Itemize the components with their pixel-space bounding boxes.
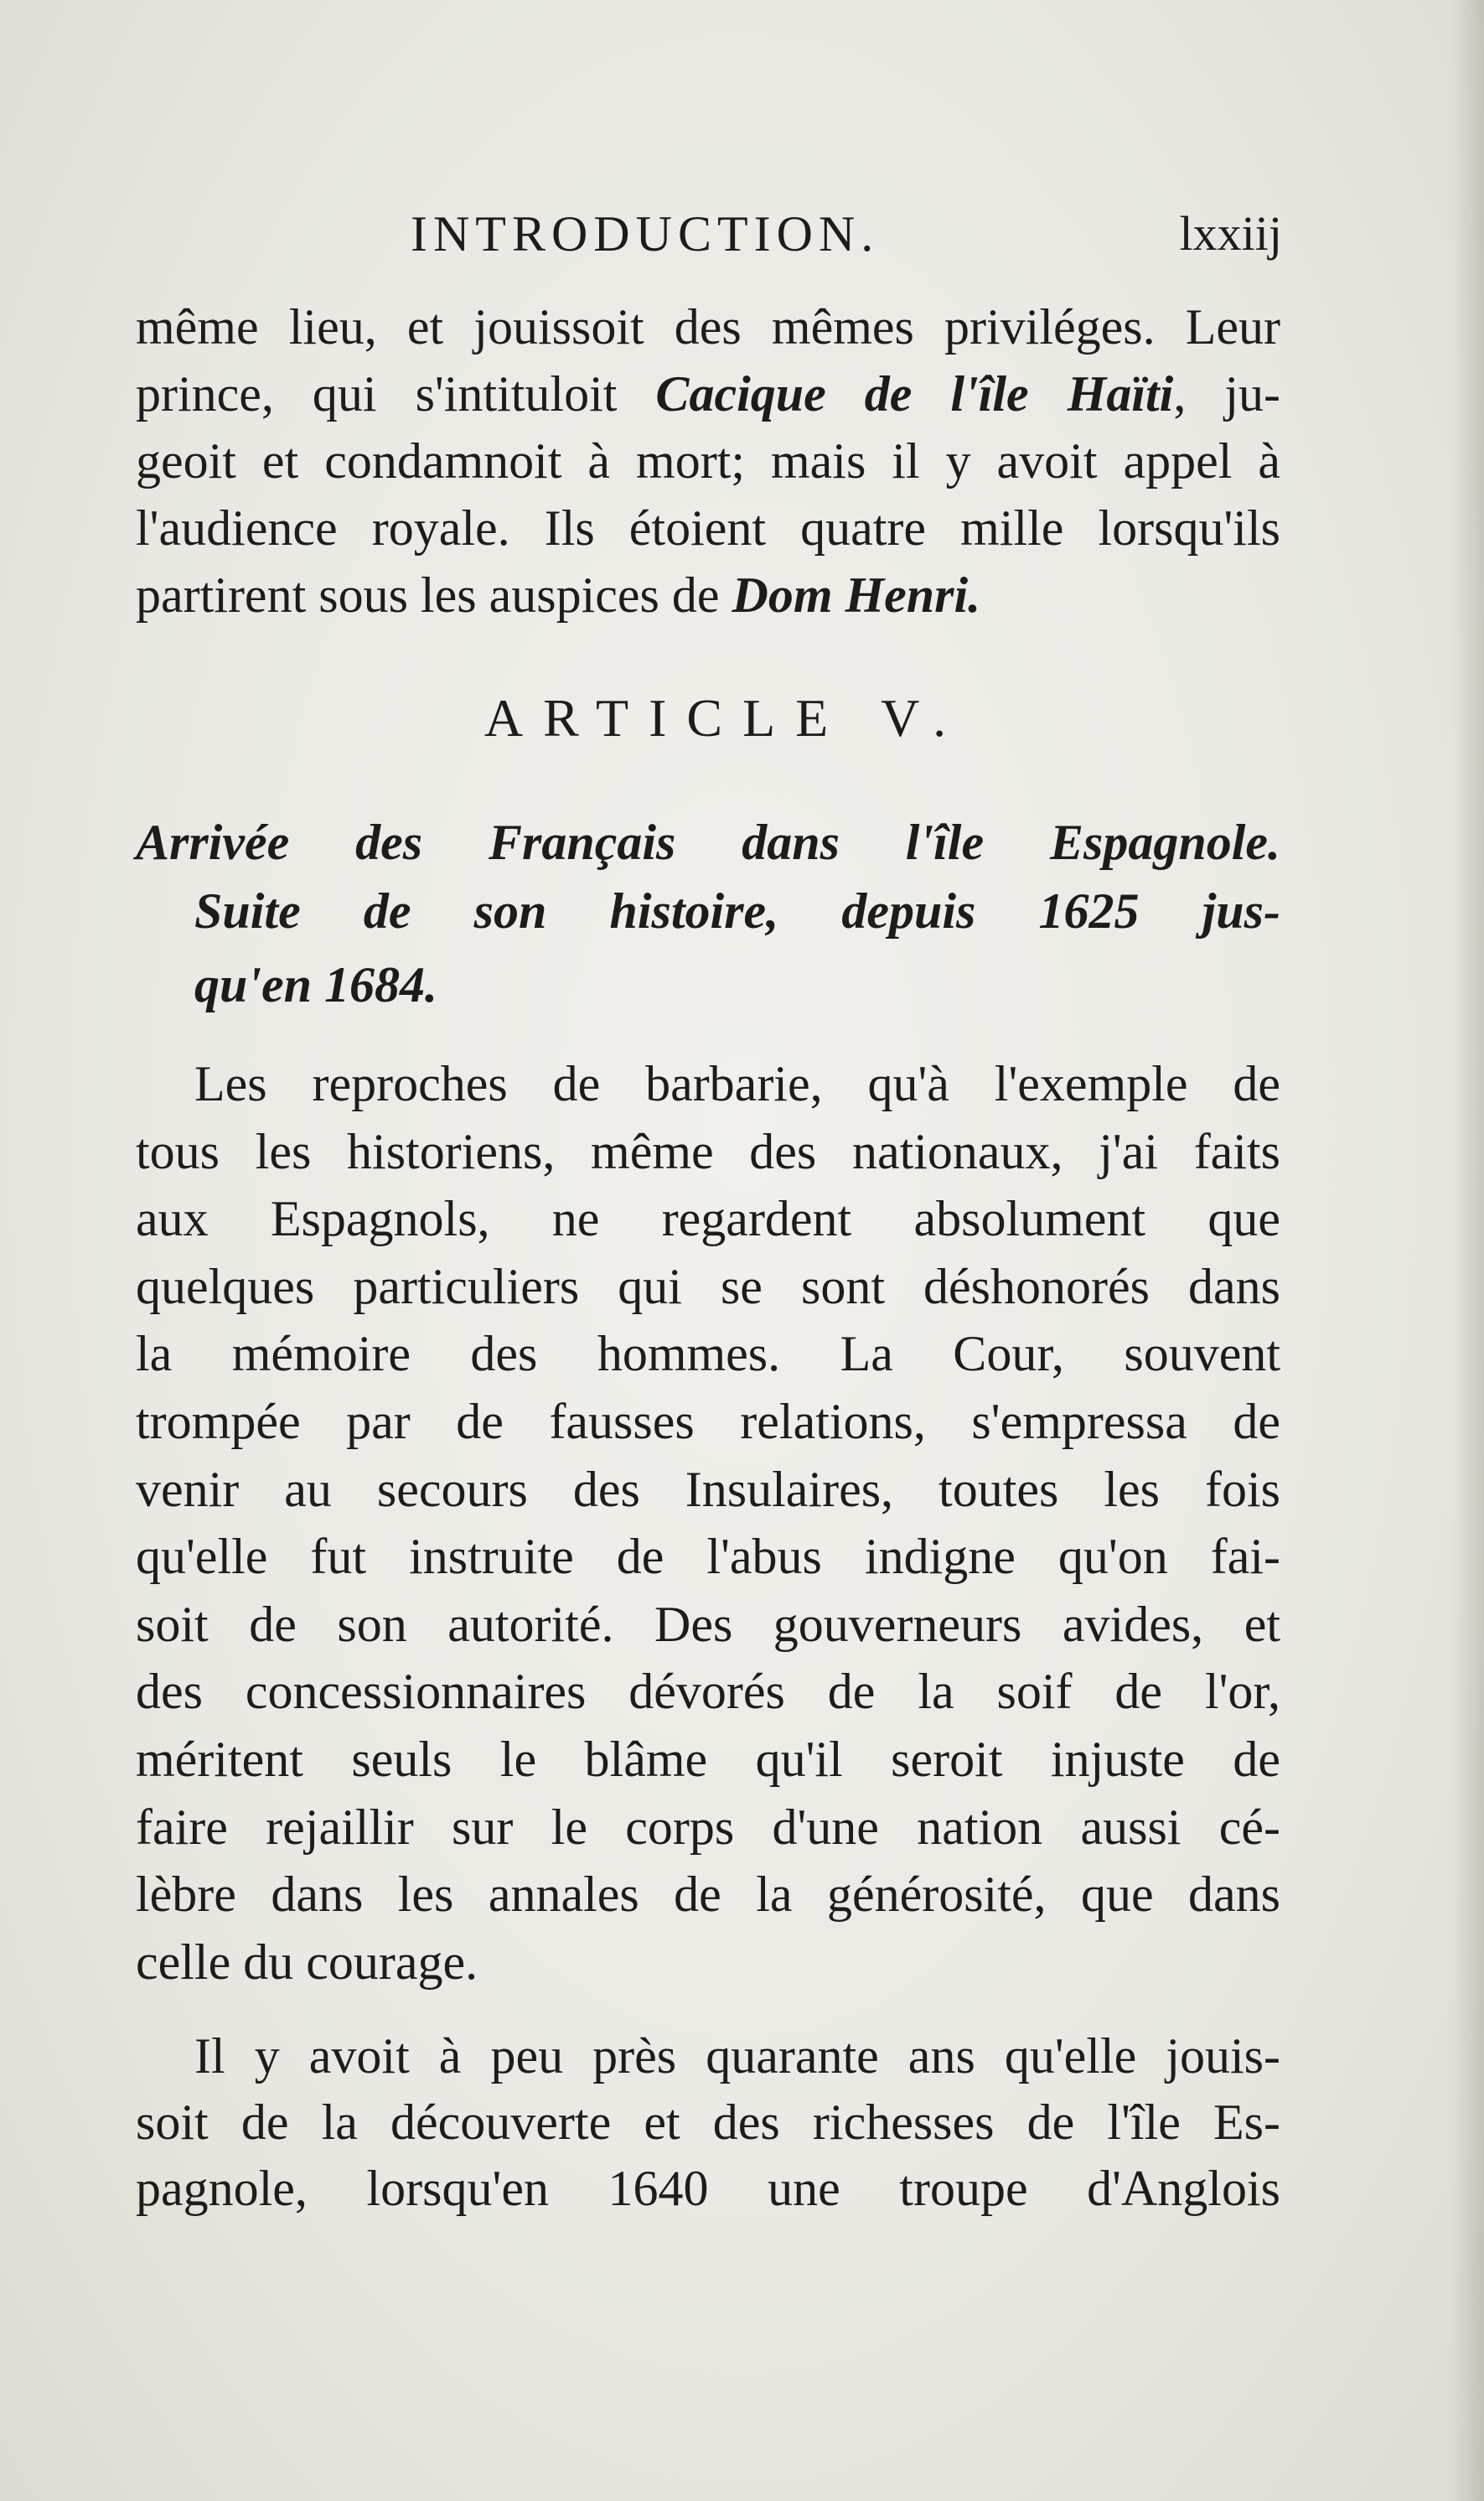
italic-text: Cacique de l'île Haïti (655, 366, 1174, 422)
subtitle-line: Arrivée des Français dans l'île Espagnole. (136, 815, 1280, 870)
text-run: partirent sous les auspices de (136, 567, 732, 623)
text-line: la mémoire des hommes. La Cour, souvent (136, 1326, 1280, 1382)
text-line: qu'elle fut instruite de l'abus indigne qu'on fai- (136, 1529, 1280, 1585)
text-line: trompée par de fausses relations, s'empressa de (136, 1394, 1280, 1449)
text-line: méritent seuls le blâme qu'il seroit injuste de (136, 1732, 1280, 1787)
text-line (136, 499, 1280, 557)
text-line: lèbre dans les annales de la générosité, que dans (136, 1867, 1280, 1923)
page-number: lxxiij (1179, 206, 1282, 261)
text-line (136, 432, 1280, 490)
text-line (136, 298, 1280, 356)
text-line (136, 365, 1280, 423)
text-line: des concessionnaires dévorés de la soif de l'or, (136, 1664, 1280, 1720)
text-run: prince, qui s'intituloit (136, 366, 656, 422)
page-header (134, 205, 1282, 272)
text-line: soit de son autorité. Des gouverneurs avides, et (136, 1596, 1280, 1652)
text-line: venir au secours des Insulaires, toutes les fois (136, 1461, 1280, 1517)
text-run: même lieu, et jouissoit des mêmes priviléges. Leur (136, 299, 1280, 355)
text-line: Il y avoit à peu près quarante ans qu'elle jouis- (194, 2028, 1280, 2084)
article-title: ARTICLE V. (483, 688, 967, 748)
running-title: INTRODUCTION. (411, 206, 880, 261)
text-run: geoit et condamnoit à mort; mais il y avoit appel à (136, 433, 1280, 489)
page-edge-shadow (1450, 0, 1484, 2501)
subtitle-line: Suite de son histoire, depuis 1625 jus- (194, 883, 1280, 939)
italic-text: Dom Henri. (732, 567, 981, 623)
text-line: quelques particuliers qui se sont déshonorés dans (136, 1258, 1280, 1314)
text-line: Les reproches de barbarie, qu'à l'exemple de (194, 1056, 1280, 1111)
text-line: soit de la découverte et des richesses de l'île Es- (136, 2095, 1280, 2150)
subtitle-line: qu'en 1684. (194, 957, 438, 1012)
text-run: , ju- (1173, 366, 1280, 422)
text-line: pagnole, lorsqu'en 1640 une troupe d'Anglois (136, 2161, 1280, 2216)
text-line: tous les historiens, même des nationaux, j'ai faits (136, 1123, 1280, 1179)
text-line: aux Espagnols, ne regardent absolument que (136, 1191, 1280, 1247)
text-line: faire rejaillir sur le corps d'une nation aussi cé- (136, 1799, 1280, 1855)
text-line: celle du courage. (136, 1934, 478, 1990)
text-run: l'audience royale. Ils étoient quatre mille lorsqu'ils (136, 500, 1280, 556)
text-line (136, 566, 1280, 624)
